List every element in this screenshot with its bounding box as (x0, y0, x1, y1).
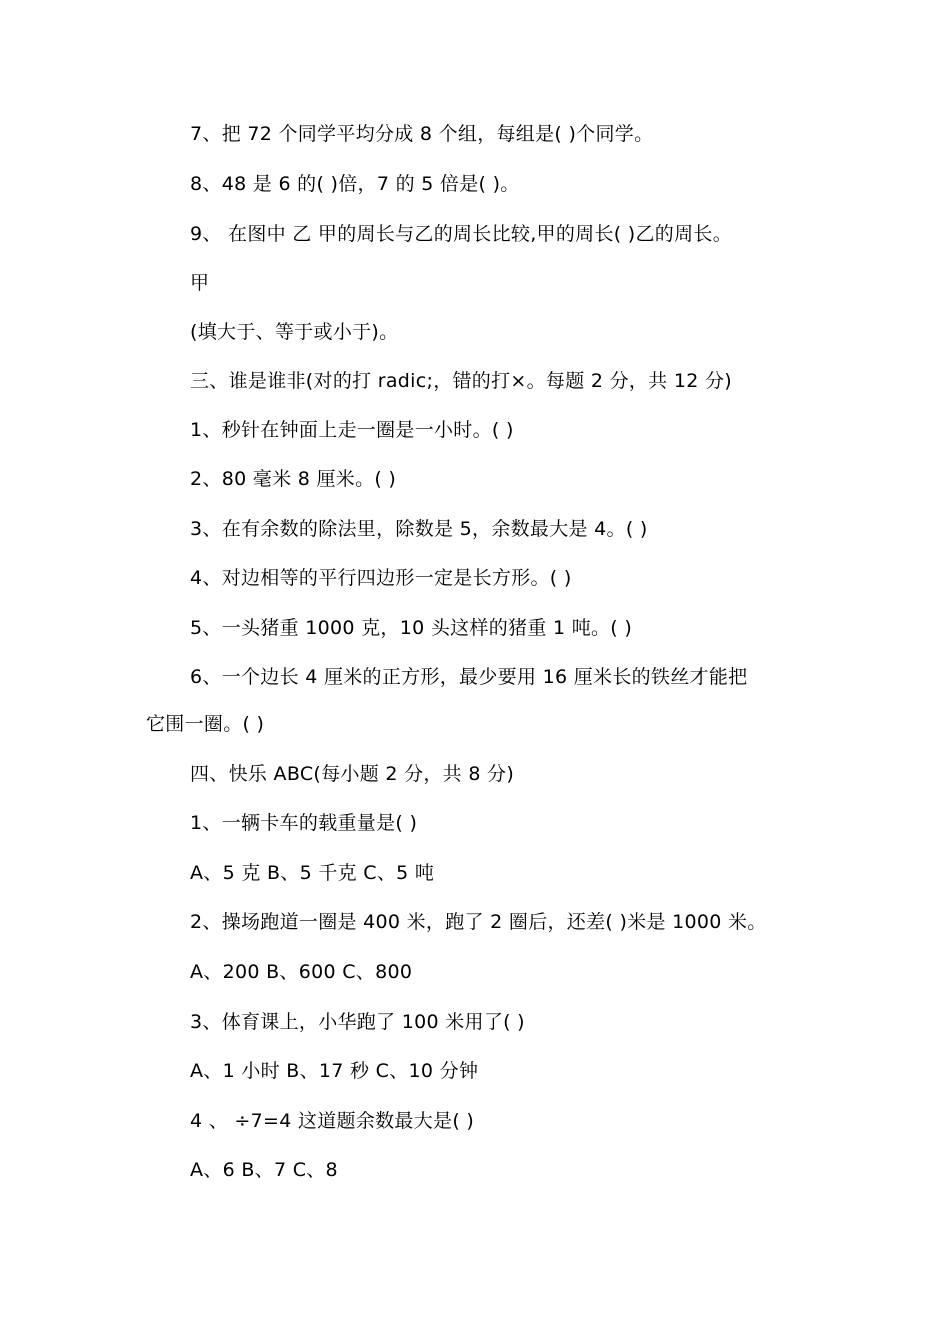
choice-question-1: 1、一辆卡车的载重量是( ) (190, 812, 418, 834)
judge-item-5: 5、一头猪重 1000 克，10 头这样的猪重 1 吨。( ) (190, 617, 633, 639)
question-7: 7、把 72 个同学平均分成 8 个组，每组是( )个同学。 (190, 123, 654, 145)
choice-question-2: 2、操场跑道一圈是 400 米，跑了 2 圈后，还差( )米是 1000 米。 (190, 911, 767, 933)
choice-options-2: A、200 B、600 C、800 (190, 961, 413, 983)
choice-options-1: A、5 克 B、5 千克 C、5 吨 (190, 862, 435, 884)
judge-item-2: 2、80 毫米 8 厘米。( ) (190, 468, 397, 490)
question-9: 9、 在图中 乙 甲的周长与乙的周长比较,甲的周长( )乙的周长。 (190, 223, 733, 245)
question-8: 8、48 是 6 的( )倍，7 的 5 倍是( )。 (190, 173, 520, 195)
judge-item-4: 4、对边相等的平行四边形一定是长方形。( ) (190, 567, 572, 589)
judge-item-6-continued: 它围一圈。( ) (146, 713, 265, 735)
question-9-hint: (填大于、等于或小于)。 (190, 321, 399, 343)
choice-question-3: 3、体育课上，小华跑了 100 米用了( ) (190, 1011, 525, 1033)
judge-item-1: 1、秒针在钟面上走一圈是一小时。( ) (190, 419, 514, 441)
section-4-heading: 四、快乐 ABC(每小题 2 分，共 8 分) (190, 763, 515, 785)
choice-options-4: A、6 B、7 C、8 (190, 1159, 338, 1181)
judge-item-6: 6、一个边长 4 厘米的正方形，最少要用 16 厘米长的铁丝才能把 (190, 666, 748, 688)
figure-label-jia: 甲 (190, 272, 210, 294)
section-3-heading: 三、谁是谁非(对的打 radic;，错的打×。每题 2 分，共 12 分) (190, 370, 732, 392)
judge-item-3: 3、在有余数的除法里，除数是 5，余数最大是 4。( ) (190, 518, 648, 540)
choice-question-4: 4 、 ÷7=4 这道题余数最大是( ) (190, 1110, 475, 1132)
choice-options-3: A、1 小时 B、17 秒 C、10 分钟 (190, 1060, 479, 1082)
